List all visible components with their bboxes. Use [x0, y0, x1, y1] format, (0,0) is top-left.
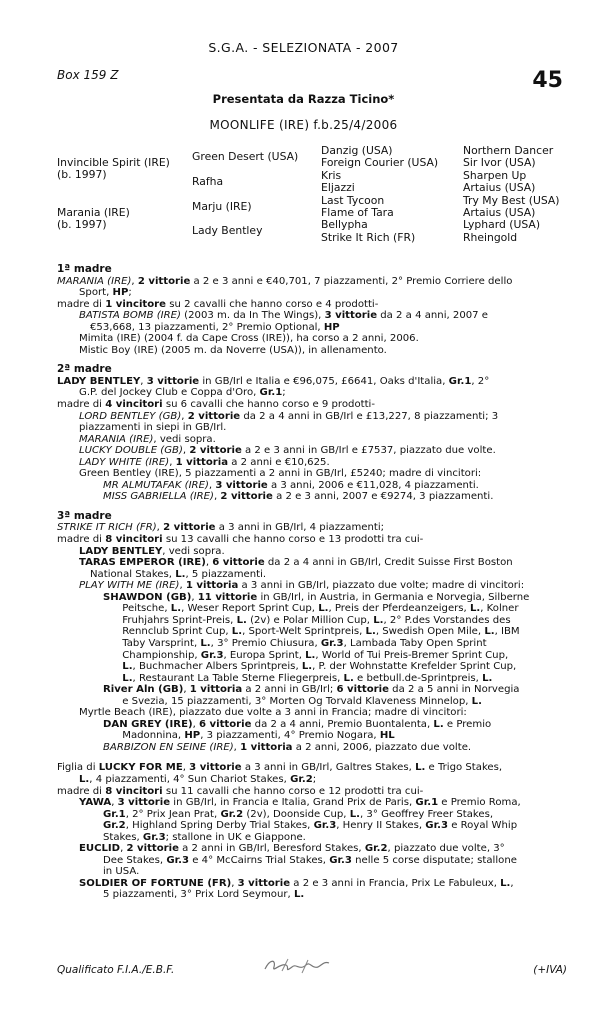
- horse-title: MOONLIFE (IRE) f.b.25/4/2006: [209, 118, 398, 132]
- text-line: LADY BENTLEY, 3 vittorie in GB/Irl e Italia e €96,075, £6641, Oaks d'Italia, Gr.1, 2°: [57, 375, 490, 387]
- dam-name: Marania (IRE): [57, 206, 130, 219]
- catalog-header: S.G.A. - SELEZIONATA - 2007: [208, 40, 399, 55]
- text-line: Figlia di LUCKY FOR ME, 3 vittorie a 3 anni in GB/Irl, Galtres Stakes, L. e Trigo Stakes,: [57, 762, 503, 774]
- text-line: Madonnina, HP, 3 piazzamenti, 4° Premio Nogara, HL: [103, 730, 395, 742]
- text-line: MR ALMUTAFAK (IRE), 3 vittorie a 3 anni, 2006 e €11,028, 4 piazzamenti.: [103, 479, 479, 491]
- text-line: MARANIA (IRE), vedi sopra.: [79, 433, 216, 445]
- ancestor-col3-2: Kris: [321, 168, 342, 182]
- text-line: Rennclub Sprint Cup, L., Sport-Welt Sprintpreis, L., Swedish Open Mile, L., IBM: [103, 626, 520, 638]
- text-line: Green Bentley (IRE), 5 piazzamenti a 2 anni in GB/Irl, £5240; madre di vincitori:: [79, 468, 482, 480]
- pedigree-col4: [463, 145, 560, 244]
- text-line: L., Restaurant La Table Sterne Fliegerpreis, L. e betbull.de-Sprintpreis, L.: [122, 672, 493, 684]
- text-line: STRIKE IT RICH (FR), 2 vittorie a 3 anni in GB/Irl, 4 piazzamenti;: [57, 522, 385, 534]
- text-line: YAWA, 3 vittorie in GB/Irl, in Francia e Italia, Grand Prix de Paris, Gr.1 e Premio Roma,: [79, 797, 521, 809]
- sire-year: (b. 1997): [57, 168, 107, 182]
- ancestor-col3-3: Eljazzi: [321, 181, 355, 195]
- text-line: L., Buchmacher Albers Sprintpreis, L., P. der Wohnstatte Krefelder Sprint Cup,: [122, 661, 517, 673]
- ancestor-col3-6: Bellypha: [321, 218, 368, 232]
- section-heading: 3ª madre: [57, 509, 112, 522]
- text-line: e Svezia, 15 piazzamenti, 3° Morten Og Torvald Klaveness Minnelop, L.: [103, 695, 482, 707]
- text-line: madre di 4 vincitori su 6 cavalli che hanno corso e 9 prodotti-: [57, 399, 375, 411]
- text-line: Peitsche, L., Weser Report Sprint Cup, L., Preis der Pferdeanzeigers, L., Kolner: [103, 603, 519, 615]
- text-line: in USA.: [103, 866, 140, 878]
- pedigree-col3: [321, 145, 438, 244]
- ancestor-col3-4: Last Tycoon: [321, 193, 385, 207]
- granddam-1: Rafha: [192, 175, 224, 188]
- text-line: Mistic Boy (IRE) (2005 m. da Noverre (USA)), in allenamento.: [79, 344, 387, 356]
- text-line: DAN GREY (IRE), 6 vittorie da 2 a 4 anni, Premio Buontalenta, L. e Premio: [103, 718, 492, 730]
- text-line: LADY WHITE (IRE), 1 vittoria a 2 anni e €10,625.: [79, 456, 330, 468]
- ancestor-col4-6: Lyphard (USA): [463, 218, 541, 232]
- text-line: madre di 1 vincitore su 2 cavalli che hanno corso e 4 prodotti-: [57, 298, 379, 310]
- section-heading: 1ª madre: [57, 263, 112, 275]
- pedigree-dam: [57, 207, 130, 232]
- text-line: SOLDIER OF FORTUNE (FR), 3 vittorie a 2 e 3 anni in Francia, Prix Le Fabuleux, L.,: [79, 877, 514, 889]
- ancestor-col4-7: Rheingold: [463, 230, 518, 244]
- text-line: madre di 8 vincitori su 13 cavalli che hanno corso e 13 prodotti tra cui-: [57, 534, 424, 546]
- text-line: Taby Varsprint, L., 3° Premio Chiusura, Gr.3, Lambada Taby Open Sprint: [103, 637, 487, 649]
- text-line: LUCKY DOUBLE (GB), 2 vittorie a 2 e 3 anni in GB/Irl e £7537, piazzato due volte.: [79, 445, 496, 457]
- text-line: Mimita (IRE) (2004 f. da Cape Cross (IRE)), ha corso a 2 anni, 2006.: [79, 333, 419, 345]
- ancestor-col4-2: Sharpen Up: [463, 168, 527, 182]
- sire-name: Invincible Spirit (IRE): [57, 156, 170, 169]
- text-line: G.P. del Jockey Club e Coppa d'Oro, Gr.1;: [79, 387, 286, 399]
- text-line: piazzamenti in siepi in GB/Irl.: [79, 422, 227, 434]
- qualification-note: Qualificato F.I.A./E.B.F.: [57, 964, 175, 976]
- text-line: LORD BENTLEY (GB), 2 vittorie da 2 a 4 anni in GB/Irl e £13,227, 8 piazzamenti; 3: [79, 410, 499, 422]
- text-line: BARBIZON EN SEINE (IRE), 1 vittoria a 2 anni, 2006, piazzato due volte.: [103, 741, 472, 753]
- text-line: SHAWDON (GB), 11 vittorie in GB/Irl, in Austria, in Germania e Norvegia, Silberne: [103, 591, 530, 603]
- text-line: Gr.2, Highland Spring Derby Trial Stakes, Gr.3, Henry II Stakes, Gr.3 e Royal Whip: [103, 820, 518, 832]
- presented-by: Presentata da Razza Ticino*: [212, 92, 395, 106]
- ancestor-col3-7: Strike It Rich (FR): [321, 230, 416, 244]
- pedigree-sire: [57, 157, 170, 182]
- ancestor-col3-5: Flame of Tara: [321, 206, 394, 220]
- grandsire-1: Green Desert (USA): [192, 150, 299, 163]
- ancestor-col4-0: Northern Dancer: [463, 144, 554, 157]
- text-line: 5 piazzamenti, 3° Prix Lord Seymour, L.: [103, 889, 305, 901]
- text-line: madre di 8 vincitori su 11 cavalli che hanno corso e 12 prodotti tra cui-: [57, 785, 424, 797]
- ancestor-col3-1: Foreign Courier (USA): [321, 156, 439, 170]
- text-line: Stakes, Gr.3; stallone in UK e Giappone.: [103, 831, 306, 843]
- ancestor-col4-5: Artaius (USA): [463, 206, 536, 220]
- ancestor-col4-3: Artaius (USA): [463, 181, 536, 195]
- text-line: L., 4 piazzamenti, 4° Sun Chariot Stakes, Gr.2;: [79, 773, 317, 785]
- pedigree-details: [57, 256, 567, 901]
- box-number: Box 159 Z: [57, 68, 119, 82]
- grandsire-2: Marju (IRE): [192, 200, 252, 213]
- text-line: Gr.1, 2° Prix Jean Prat, Gr.2 (2v), Doonside Cup, L., 3° Geoffrey Freer Stakes,: [103, 808, 494, 820]
- text-line: TARAS EMPEROR (IRE), 6 vittorie da 2 a 4 anni in GB/Irl, Credit Suisse First Boston: [79, 557, 513, 569]
- section-heading: 2ª madre: [57, 363, 112, 376]
- text-line: National Stakes, L., 5 piazzamenti.: [90, 568, 267, 580]
- text-line: PLAY WITH ME (IRE), 1 vittoria a 3 anni in GB/Irl, piazzato due volte; madre di vincitori:: [79, 580, 525, 592]
- text-line: River Aln (GB), 1 vittoria a 2 anni in GB/Irl; 6 vittorie da 2 a 5 anni in Norvegia: [103, 684, 520, 696]
- text-line: Sport, HP;: [79, 287, 132, 299]
- text-line: [57, 753, 567, 762]
- vat-note: (+IVA): [533, 964, 567, 976]
- text-line: Dee Stakes, Gr.3 e 4° McCairns Trial Stakes, Gr.3 nelle 5 corse disputate; stallone: [103, 854, 517, 866]
- text-line: LADY BENTLEY, vedi sopra.: [79, 545, 225, 557]
- text-line: MARANIA (IRE), 2 vittorie a 2 e 3 anni e €40,701, 7 piazzamenti, 2° Premio Corriere dello: [57, 275, 513, 287]
- text-line: €53,668, 13 piazzamenti, 2° Premio Optional, HP: [90, 321, 340, 333]
- ancestor-col4-1: Sir Ivor (USA): [463, 156, 536, 170]
- page-number: 45: [532, 68, 563, 93]
- text-line: Championship, Gr.3, Europa Sprint, L., World of Tui Preis-Bremer Sprint Cup,: [103, 649, 509, 661]
- granddam-2: Lady Bentley: [192, 224, 263, 237]
- signature-logo: [262, 955, 332, 981]
- text-line: BATISTA BOMB (IRE) (2003 m. da In The Wings), 3 vittorie da 2 a 4 anni, 2007 e: [79, 310, 489, 322]
- text-line: EUCLID, 2 vittorie a 2 anni in GB/Irl, Beresford Stakes, Gr.2, piazzato due volte, 3°: [79, 843, 505, 855]
- ancestor-col3-0: Danzig (USA): [321, 144, 393, 157]
- dam-year: (b. 1997): [57, 218, 107, 232]
- text-line: MISS GABRIELLA (IRE), 2 vittorie a 2 e 3 anni, 2007 e €9274, 3 piazzamenti.: [103, 491, 494, 503]
- ancestor-col4-4: Try My Best (USA): [463, 193, 560, 207]
- text-line: Fruhjahrs Sprint-Preis, L. (2v) e Polar Million Cup, L., 2° P.des Vorstandes des: [103, 614, 511, 626]
- text-line: Myrtle Beach (IRE), piazzato due volte a 3 anni in Francia; madre di vincitori:: [79, 707, 467, 719]
